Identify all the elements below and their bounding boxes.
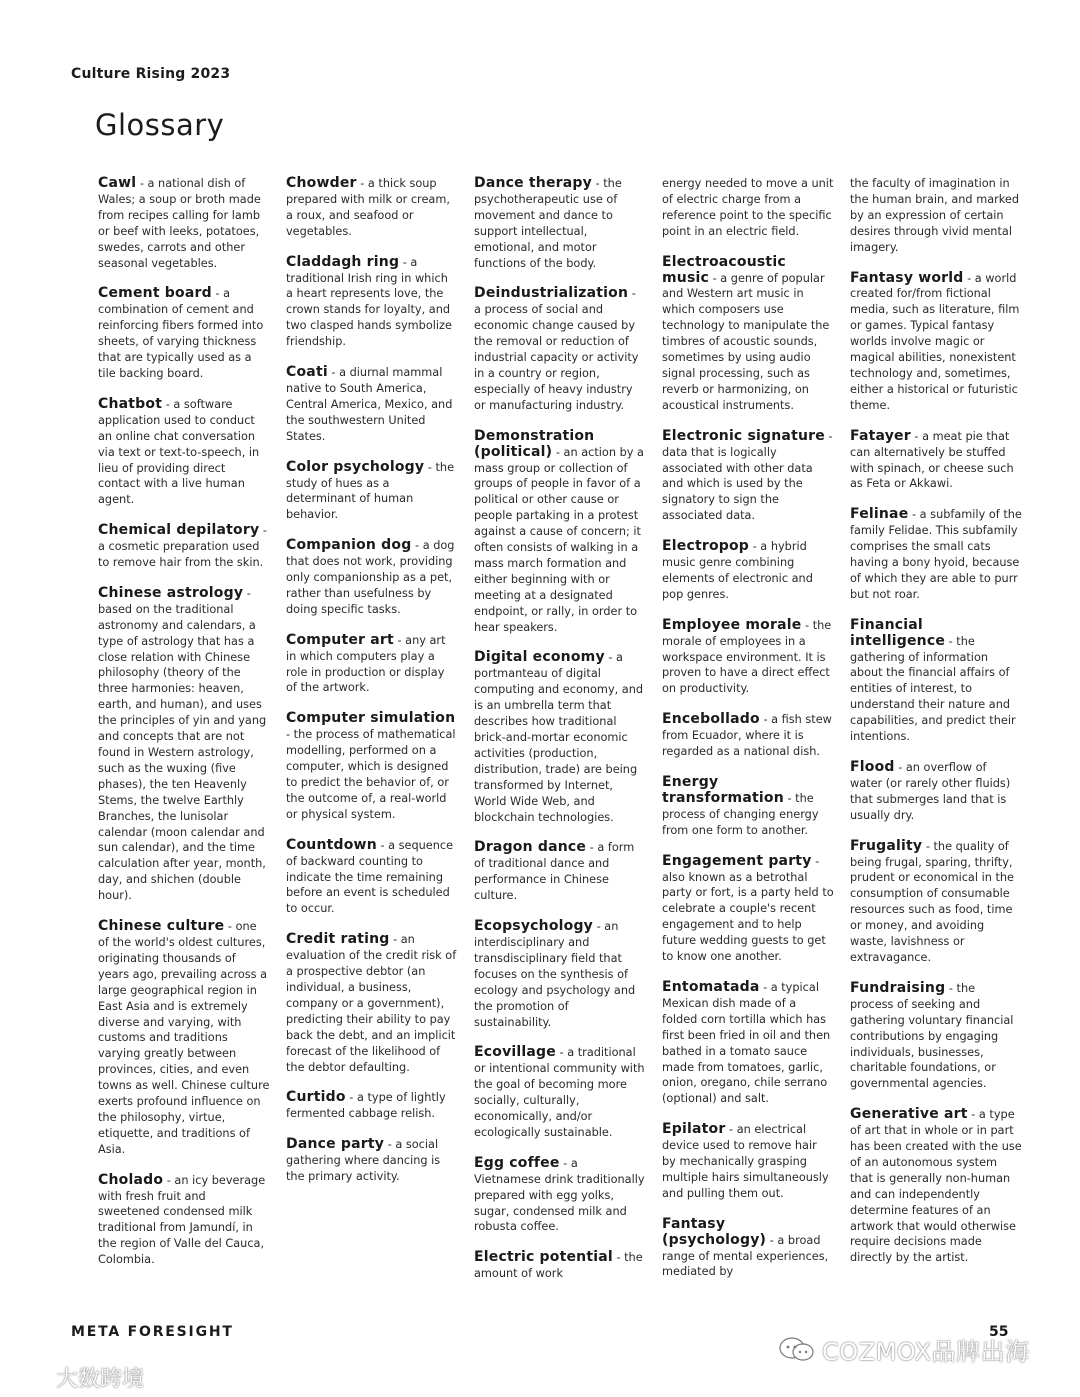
glossary-term: Credit rating bbox=[286, 931, 390, 948]
glossary-entry bbox=[98, 523, 270, 571]
glossary-definition: - a software application used to conduct an online chat conversation via text or text-to-speech, in lieu of providing direct contact with a live human agent. bbox=[98, 397, 260, 507]
glossary-definition: - a diurnal mammal native to South America, Central America, Mexico, and the southwestern United States. bbox=[286, 366, 453, 443]
glossary-definition: - a social gathering where dancing is the primary activity. bbox=[286, 1138, 441, 1184]
glossary-term: Employee morale bbox=[662, 616, 802, 633]
glossary-definition: - a traditional Irish ring in which a heart represents love, the crown stands for loyalty, and two clasped hands symbolize friendship. bbox=[286, 255, 452, 349]
glossary-entry bbox=[474, 1045, 646, 1140]
glossary-entry bbox=[286, 365, 458, 445]
glossary-definition: - an interdisciplinary and transdisciplinary field that focuses on the synthesis of ecology and psychology and the promotion of sustainability. bbox=[474, 920, 636, 1029]
glossary-column bbox=[850, 176, 1022, 1281]
glossary-definition: the faculty of imagination in the human brain, and marked by an expression of certain desires through vivid mental imagery. bbox=[850, 177, 1020, 254]
glossary-entry bbox=[98, 586, 270, 904]
glossary-term: Companion dog bbox=[286, 537, 412, 554]
glossary-definition: - a meat pie that can alternatively be stuffed with spinach, or cheese such as Feta or Akkawi. bbox=[850, 429, 1014, 491]
glossary-definition: - a subfamily of the family Felidae. This subfamily comprises the small cats having a bony hyoid, because of which they are able to purr but not roar. bbox=[850, 508, 1022, 601]
glossary-definition: - an icy beverage with fresh fruit and sweetened condensed milk traditional from Jamundí, in the region of Valle del Cauca, Colombia. bbox=[98, 1173, 266, 1267]
watermark-left-text: 大数跨境 bbox=[56, 1367, 145, 1392]
glossary-definition: - a hybrid music genre combining elements of electronic and pop genres. bbox=[662, 540, 813, 601]
glossary-term: Dance therapy bbox=[474, 175, 592, 191]
glossary-entry bbox=[662, 854, 834, 965]
glossary-term: Engagement party bbox=[662, 852, 812, 869]
glossary-term: Fantasy (psychology) bbox=[662, 1215, 767, 1248]
glossary-term: Ecovillage bbox=[474, 1044, 556, 1061]
glossary-entry bbox=[850, 176, 1022, 256]
glossary-term: Frugality bbox=[850, 837, 923, 854]
glossary-entry bbox=[850, 507, 1022, 602]
glossary-definition: - the psychotherapeutic use of movement and dance to support intellectual, emotional, and motor functions of the body. bbox=[474, 177, 622, 270]
glossary-entry bbox=[662, 1122, 834, 1202]
glossary-entry bbox=[286, 633, 458, 697]
glossary-term: Fantasy world bbox=[850, 269, 964, 286]
glossary-definition: - a form of traditional dance and performance in Chinese culture. bbox=[474, 841, 635, 903]
glossary-term: Chemical depilatory bbox=[98, 522, 260, 539]
glossary-entry bbox=[286, 538, 458, 618]
glossary-definition: - a sequence of backward counting to indicate the time remaining before an event is scheduled to occur. bbox=[286, 838, 454, 916]
glossary-term: Financial intelligence bbox=[850, 616, 946, 649]
glossary-definition: - an overflow of water (or rarely other fluids) that submerges land that is usually dry. bbox=[850, 761, 1011, 822]
glossary-term: Generative art bbox=[850, 1106, 968, 1123]
glossary-term: Felinae bbox=[850, 506, 909, 523]
glossary-definition: energy needed to move a unit of electric charge from a reference point to the specific point in an electric field. bbox=[662, 177, 834, 238]
logo-icon bbox=[8, 1367, 52, 1389]
glossary-entry bbox=[662, 429, 834, 524]
glossary-definition: - a portmanteau of digital computing and economy, and is an umbrella term that describes how traditional brick-and-mortar economic activities (production, distribution, trade) are being transformed by Internet, World Wide Web, and blockchain technologies. bbox=[474, 651, 644, 824]
glossary-entry bbox=[286, 176, 458, 240]
watermark-left bbox=[8, 1362, 144, 1393]
glossary-entry bbox=[662, 712, 834, 760]
glossary-term: Deindustrialization bbox=[474, 285, 629, 302]
glossary-term: Fatayer bbox=[850, 427, 911, 444]
glossary-term: Cement board bbox=[98, 285, 212, 302]
glossary-definition: - a combination of cement and reinforcing fibers formed into sheets, of varying thickness that are typically used as a tile backing board. bbox=[98, 287, 264, 380]
glossary-term: Computer art bbox=[286, 631, 394, 648]
glossary-term: Encebollado bbox=[662, 711, 760, 728]
glossary-term: Cawl bbox=[98, 175, 137, 191]
glossary-definition: - the morale of employees in a workspace environment. It is proven to have a direct effect on productivity. bbox=[662, 618, 832, 696]
glossary-term: Demonstration (political) bbox=[474, 427, 595, 460]
glossary-term: Countdown bbox=[286, 836, 377, 853]
glossary-term: Epilator bbox=[662, 1121, 726, 1138]
glossary-definition: - the study of hues as a determinant of human behavior. bbox=[286, 460, 455, 522]
glossary-term: Chinese culture bbox=[98, 918, 225, 935]
glossary-definition: - a thick soup prepared with milk or cream, a roux, and seafood or vegetables. bbox=[286, 177, 450, 238]
glossary-term: Dance party bbox=[286, 1136, 385, 1153]
glossary-entry bbox=[286, 838, 458, 918]
glossary-entry bbox=[850, 618, 1022, 745]
glossary-term: Chatbot bbox=[98, 395, 163, 412]
glossary-term: Electric potential bbox=[474, 1249, 613, 1266]
glossary-entry bbox=[662, 980, 834, 1107]
glossary-definition: - a dog that does not work, providing only companionship as a pet, rather than usefulness by doing specific tasks. bbox=[286, 539, 455, 616]
glossary-entry bbox=[98, 176, 270, 271]
glossary-definition: - the process of changing energy from one form to another. bbox=[662, 791, 819, 837]
glossary-definition: - the quality of being frugal, sparing, thrifty, prudent or economical in the consumption of consumable resources such as food, time or money, and avoiding waste, lavishness or extravagance. bbox=[850, 839, 1015, 964]
glossary-entry bbox=[662, 255, 834, 414]
glossary-entry bbox=[286, 932, 458, 1075]
glossary-column bbox=[662, 176, 834, 1295]
glossary-term: Electronic signature bbox=[662, 427, 825, 444]
glossary-entry bbox=[474, 919, 646, 1030]
glossary-definition: - any art in which computers play a role in production or display of the artwork. bbox=[286, 633, 446, 695]
glossary-entry bbox=[286, 1137, 458, 1185]
glossary-entry bbox=[474, 1250, 646, 1282]
glossary-entry bbox=[286, 1090, 458, 1122]
glossary-definition: - a type of art that in whole or in part has been created with the use of an autonomous system that is generally non-human and can independently determine features of an artwork that would otherwise require decisions made directly by the artist. bbox=[850, 1108, 1022, 1265]
glossary-term: Computer simulation bbox=[286, 710, 456, 727]
glossary-definition: - a broad range of mental experiences, mediated by bbox=[662, 1233, 829, 1279]
glossary-entry bbox=[98, 397, 270, 508]
glossary-definition: - the process of seeking and gathering voluntary financial contributions by engaging individuals, businesses, charitable foundations, or governmental agencies. bbox=[850, 981, 1014, 1091]
glossary-entry bbox=[662, 539, 834, 603]
glossary-entry bbox=[662, 775, 834, 839]
glossary-definition: - an action by a mass group or collection of groups of people in favor of a political or other cause or people partaking in a protest against a cause of concern; it often consists of walking in a mass march formation and either beginning with or meeting at a designated endpoint, or rally, in order to hear speakers. bbox=[474, 445, 644, 634]
watermark-right bbox=[778, 1332, 1030, 1367]
glossary-term: Cholado bbox=[98, 1171, 164, 1188]
glossary-definition: - an electrical device used to remove hair by mechanically grasping multiple hairs simultaneously and pulling them out. bbox=[662, 1123, 829, 1200]
page-number: 55 bbox=[989, 1324, 1009, 1340]
glossary-term: Flood bbox=[850, 759, 895, 775]
glossary-term: Electroacoustic music bbox=[662, 253, 786, 286]
glossary-term: Egg coffee bbox=[474, 1154, 560, 1171]
glossary-definition: - a typical Mexican dish made of a folded corn tortilla which has first been fried in oil and then bathed in a tomato sauce made from tomatoes, garlic, onion, oregano, chile serrano (optional) and salt. bbox=[662, 980, 831, 1106]
glossary-term: Energy transformation bbox=[662, 774, 784, 806]
glossary-term: Curtido bbox=[286, 1089, 346, 1106]
glossary-entry bbox=[474, 176, 646, 271]
glossary-entry bbox=[474, 650, 646, 825]
glossary-entry bbox=[286, 255, 458, 350]
glossary-term: Digital economy bbox=[474, 649, 605, 666]
glossary-definition: - also known as a betrothal party or fort, is a party held to celebrate a couple's recent engagement and to help future wedding guests to get to know one another. bbox=[662, 854, 834, 964]
watermark-right-text: COZMOX品牌出海 bbox=[822, 1338, 1030, 1366]
glossary-definition: - one of the world's oldest cultures, originating thousands of years ago, prevailing across a large geographical region in East Asia and is extremely diverse and varying, with customs and traditions varying greatly between provinces, cities, and even towns as well. Chinese culture exerts profound influence on the philosophy, virtue, etiquette, and traditions of Asia. bbox=[98, 920, 270, 1156]
glossary-entry bbox=[850, 760, 1022, 824]
glossary-entry bbox=[662, 176, 834, 240]
glossary-definition: - data that is logically associated with other data and which is used by the signatory to sign the associated data. bbox=[662, 429, 833, 523]
glossary-column bbox=[474, 176, 646, 1297]
glossary-term: Coati bbox=[286, 364, 328, 381]
glossary-definition: - a genre of popular and Western art music in which composers use technology to manipulate the timbres of acoustic sounds, sometimes by using audio signal processing, such as reverb or harmonizing, on acoustical instruments. bbox=[662, 271, 830, 412]
glossary-definition: - a world created for/from fictional media, such as literature, film or games. Typical fantasy worlds involve magic or magical abilities, nonexistent technology and, sometimes, either a historical or futuristic theme. bbox=[850, 271, 1020, 412]
glossary-definition: - a fish stew from Ecuador, where it is regarded as a national dish. bbox=[662, 713, 832, 759]
glossary-entry bbox=[662, 618, 834, 698]
glossary-term: Claddagh ring bbox=[286, 253, 400, 270]
glossary-definition: - the process of mathematical modelling, performed on a computer, which is designed to predict the behavior of, or the outcome of, a real-world or physical system. bbox=[286, 728, 456, 821]
glossary-term: Fundraising bbox=[850, 979, 946, 996]
chat-bubble-icon bbox=[778, 1336, 816, 1364]
glossary-entry bbox=[474, 1156, 646, 1236]
glossary-term: Dragon dance bbox=[474, 839, 587, 856]
glossary-entry bbox=[850, 1107, 1022, 1266]
glossary-entry bbox=[850, 271, 1022, 414]
glossary-definition: - a type of lightly fermented cabbage relish. bbox=[286, 1091, 446, 1121]
glossary-entry bbox=[850, 839, 1022, 966]
glossary-entry bbox=[474, 286, 646, 413]
glossary-entry bbox=[850, 981, 1022, 1092]
glossary-entry bbox=[474, 429, 646, 636]
glossary-term: Ecopsychology bbox=[474, 918, 594, 935]
glossary-column bbox=[286, 176, 458, 1200]
glossary-definition: - the amount of work bbox=[474, 1251, 643, 1281]
glossary-definition: - an evaluation of the credit risk of a prospective debtor (an individual, a business, company or a government), predicting their ability to pay back the debt, and an implicit forecast of the likelihood of the debtor defaulting. bbox=[286, 933, 457, 1074]
glossary-entry bbox=[286, 460, 458, 524]
glossary-definition: - a process of social and economic change caused by the removal or reduction of industrial capacity or activity in a country or region, especially of heavy industry or manufacturing industry. bbox=[474, 287, 639, 412]
glossary-definition: - a national dish of Wales; a soup or broth made from recipes calling for lamb or beef with leeks, potatoes, swedes, carrots and other seasonal vegetables. bbox=[98, 177, 261, 270]
glossary-entry bbox=[662, 1217, 834, 1281]
glossary-definition: - based on the traditional astronomy and calendars, a type of astrology that has a close relation with Chinese philosophy (theory of the three harmonies: heaven, earth, and human), and uses the principles of yin and yang and concepts that are not found in Western astrology, such as the wuxing (five phases), the ten Heavenly Stems, the twelve Earthly Branches, the lunisolar calendar (moon calendar and sun calendar), and the time calculation after year, month, day, and shichen (double hour). bbox=[98, 586, 267, 903]
glossary-entry bbox=[98, 919, 270, 1158]
glossary-definition: - a cosmetic preparation used to remove hair from the skin. bbox=[98, 524, 267, 570]
glossary-entry bbox=[98, 286, 270, 381]
glossary-entry bbox=[98, 1173, 270, 1268]
glossary-term: Entomatada bbox=[662, 978, 760, 995]
glossary-definition: - a traditional or intentional community with the goal of becoming more socially, culturally, economically, and/or ecologically sustainable. bbox=[474, 1046, 645, 1139]
glossary-term: Electropop bbox=[662, 538, 750, 555]
footer-brand: META FORESIGHT bbox=[71, 1324, 234, 1340]
glossary-entry bbox=[286, 711, 458, 822]
glossary-entry bbox=[474, 840, 646, 904]
glossary-definition: - the gathering of information about the financial affairs of entities of interest, to understand their nature and capabilities, and predict their intentions. bbox=[850, 634, 1016, 744]
glossary-term: Chowder bbox=[286, 175, 357, 191]
page-title: Glossary bbox=[95, 108, 225, 142]
glossary-entry bbox=[850, 429, 1022, 493]
glossary-term: Color psychology bbox=[286, 458, 425, 475]
glossary-term: Chinese astrology bbox=[98, 584, 244, 601]
glossary-column bbox=[98, 176, 270, 1283]
publication-title: Culture Rising 2023 bbox=[71, 66, 231, 82]
glossary-definition: - a Vietnamese drink traditionally prepared with egg yolks, sugar, condensed milk and robusta coffee. bbox=[474, 1156, 645, 1234]
